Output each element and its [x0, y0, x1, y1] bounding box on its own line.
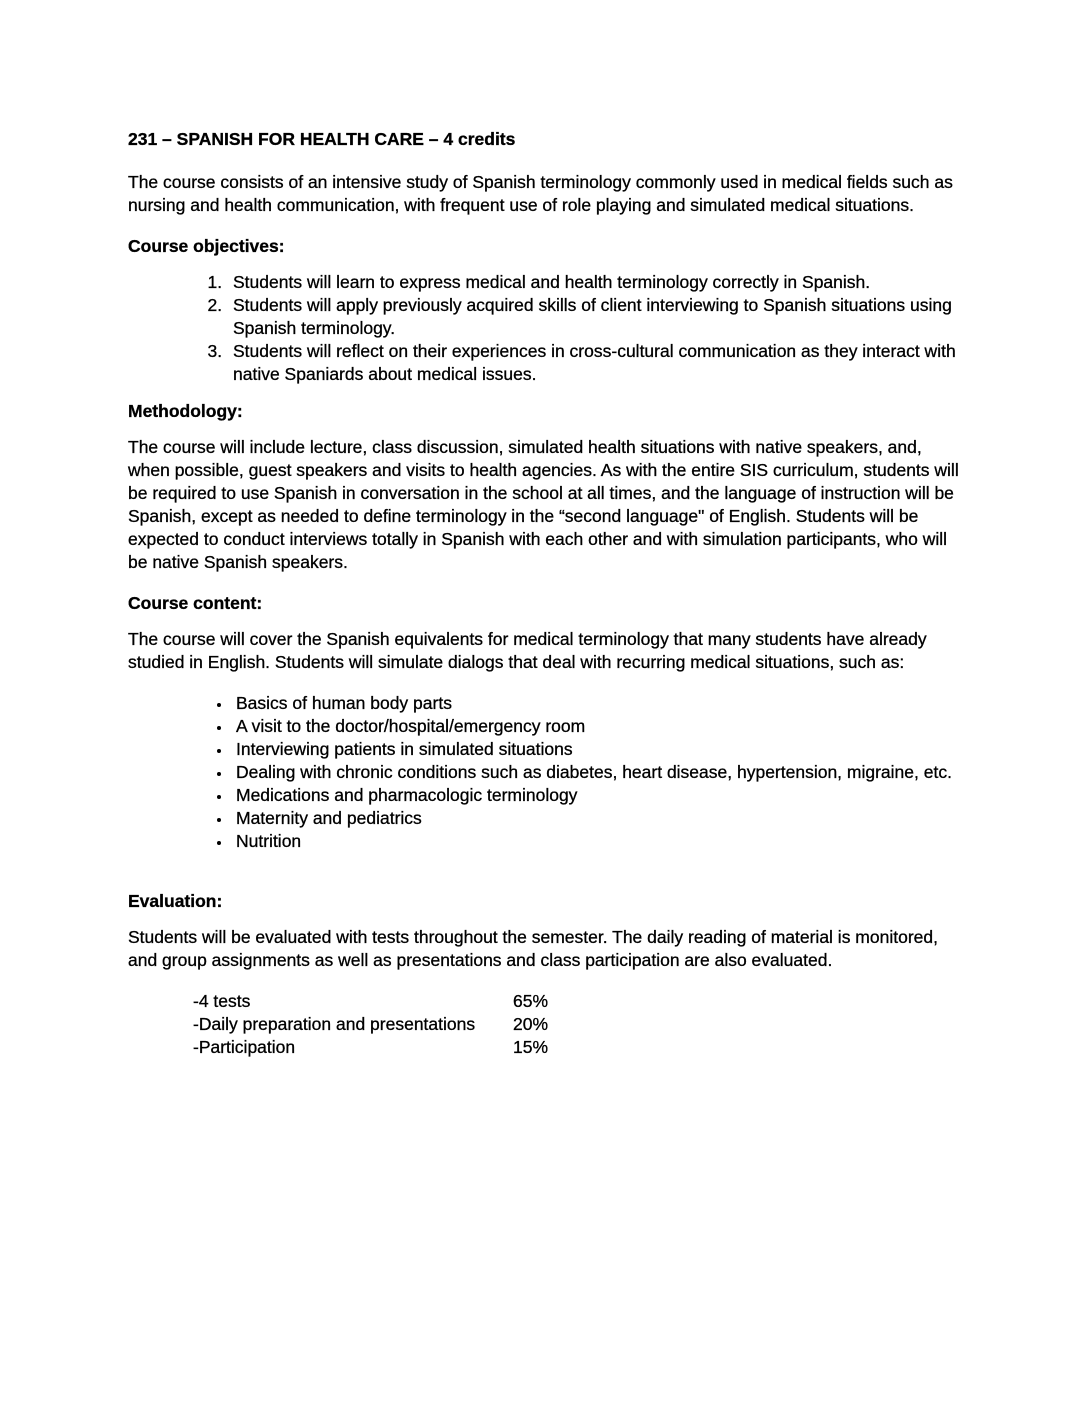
- objectives-list: [128, 271, 960, 386]
- grading-table: [193, 990, 960, 1059]
- topic-item: • Maternity and pediatrics: [232, 807, 960, 830]
- grading-value: 65%: [513, 991, 549, 1011]
- grading-label: -Daily preparation and presentations: [193, 1014, 476, 1034]
- grading-label: -4 tests: [193, 991, 251, 1011]
- topics-list: [128, 692, 960, 853]
- topic-item: • Interviewing patients in simulated situations: [232, 738, 960, 761]
- grading-value: 15%: [513, 1037, 549, 1057]
- course-content-paragraph: The course will cover the Spanish equivalents for medical terminology that many students have already studied in English. Students will simulate dialogs that deal with recurring medical situations, such as:: [128, 629, 927, 672]
- objective-item: 2. Students will apply previously acquired skills of client interviewing to Spanish situations using Spanish terminology.: [227, 294, 960, 340]
- section-heading-course-content: Course content:: [128, 593, 263, 613]
- evaluation-paragraph: Students will be evaluated with tests throughout the semester. The daily reading of material is monitored, and group assignments as well as presentations and class participation are also evaluated.: [128, 927, 938, 970]
- grading-label: -Participation: [193, 1037, 296, 1057]
- document-title: 231 – SPANISH FOR HEALTH CARE – 4 credits: [128, 129, 516, 149]
- section-heading-methodology: Methodology:: [128, 401, 243, 421]
- topic-item: • A visit to the doctor/hospital/emergency room: [232, 715, 960, 738]
- topic-item: • Basics of human body parts: [232, 692, 960, 715]
- section-heading-evaluation: Evaluation:: [128, 891, 223, 911]
- grading-row: [193, 1013, 960, 1036]
- grading-value: 20%: [513, 1014, 549, 1034]
- grading-row: [193, 990, 960, 1013]
- topic-item: • Medications and pharmacologic terminology: [232, 784, 960, 807]
- objective-item: 3. Students will reflect on their experiences in cross-cultural communication as they interact with native Spaniards about medical issues.: [227, 340, 960, 386]
- section-heading-objectives: Course objectives:: [128, 236, 285, 256]
- grading-row: [193, 1036, 960, 1059]
- intro-paragraph: The course consists of an intensive study of Spanish terminology commonly used in medical fields such as nursing and health communication, with frequent use of role playing and simulated medical situations.: [128, 172, 953, 215]
- topic-item: • Nutrition: [232, 830, 960, 853]
- objective-item: 1. Students will learn to express medical and health terminology correctly in Spanish.: [227, 271, 960, 294]
- methodology-paragraph: The course will include lecture, class discussion, simulated health situations with native speakers, and, when possible, guest speakers and visits to health agencies. As with the entire SIS curriculum, students will be required to use Spanish in conversation in the school at all times, and the language of instruction will be Spanish, except as needed to define terminology in the “second language" of English. Students will be expected to conduct interviews totally in Spanish with each other and with simulation participants, who will be native Spanish speakers.: [128, 437, 959, 572]
- topic-item: • Dealing with chronic conditions such as diabetes, heart disease, hypertension, migraine, etc.: [232, 761, 960, 784]
